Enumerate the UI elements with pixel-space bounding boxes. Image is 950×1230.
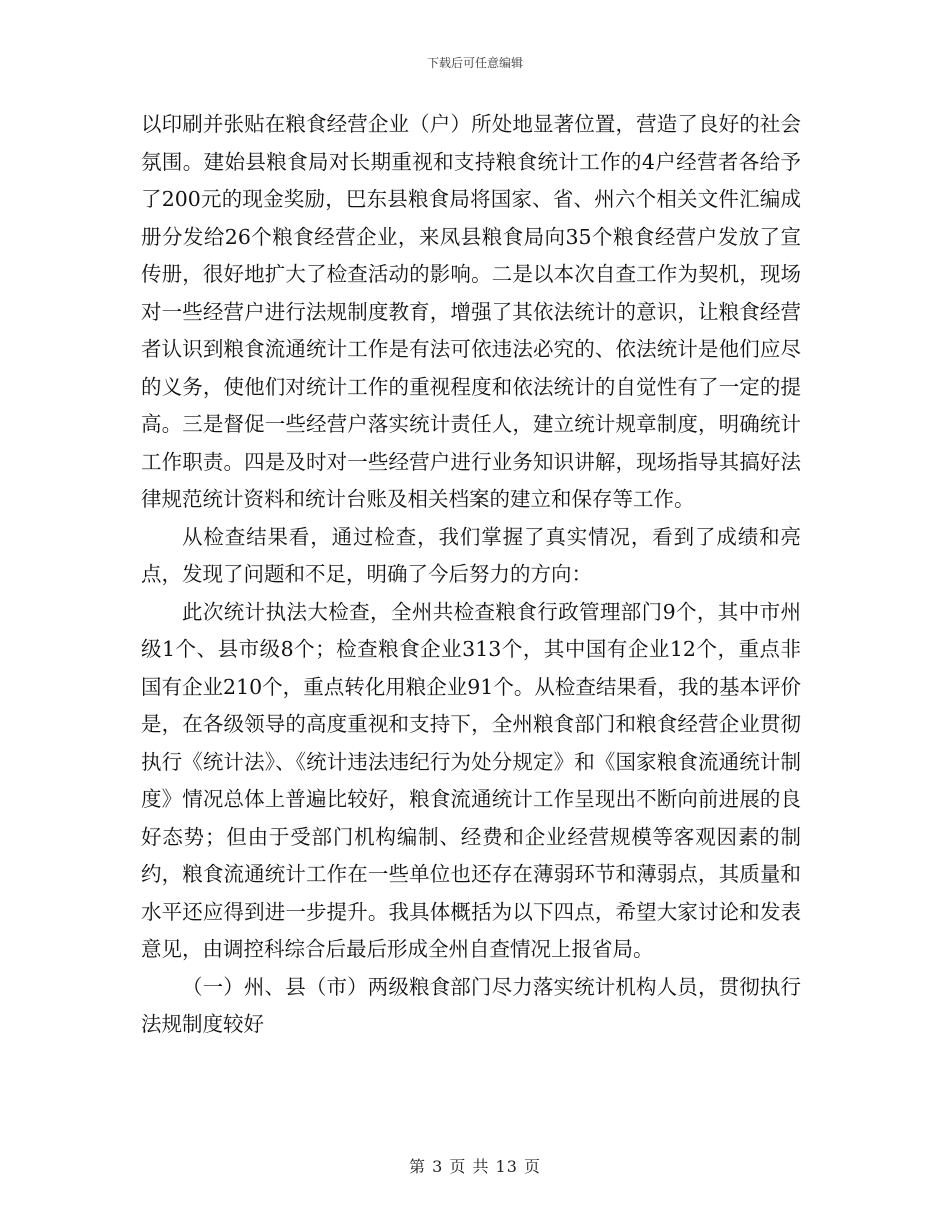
page-header: 下载后可任意编辑: [426, 56, 523, 70]
paragraph-continuation: 以印刷并张贴在粮食经营企业（户）所处地显著位置，营造了良好的社会氛围。建始县粮食局对长期重视和支持粮食统计工作的4户经营者各给予了200元的现金奖励，巴东县粮食局将国家、省、州六个相关文件汇编成册分发给26个粮食经营企业，来凤县粮食局向35个粮食经营户发放了宣传册，很好地扩大了检查活动的影响。二是以本次自查工作为契机，现场对一些经营户进行法规制度教育，增强了其依法统计的意识，让粮食经营者认识到粮食流通统计工作是有法可依违法必究的、依法统计是他们应尽的义务，使他们对统计工作的重视程度和依法统计的自觉性有了一定的提高。三是督促一些经营户落实统计责任人，建立统计规章制度，明确统计工作职责。四是及时对一些经营户进行业务知识讲解，现场指导其搞好法律规范统计资料和统计台账及相关档案的建立和保存等工作。: [141, 112, 801, 511]
paragraph-inspection-summary: 此次统计执法大检查，全州共检查粮食行政管理部门9个，其中市州级1个、县市级8个；检查粮食企业313个，其中国有企业12个，重点非国有企业210个，重点转化用粮企业91个。从检查结果看，我的基本评价是，在各级领导的高度重视和支持下，全州粮食部门和粮食经营企业贯彻执行《统计法》、《统计违法违纪行为处分规定》和《国家粮食流通统计制度》情况总体上普遍比较好，粮食流通统计工作呈现出不断向前进展的良好态势；但由于受部门机构编制、经费和企业经营规模等客观因素的制约，粮食流通统计工作在一些单位也还存在薄弱环节和薄弱点，其质量和水平还应得到进一步提升。我具体概括为以下四点，希望大家讨论和发表意见，由调控科综合后最后形成全州自查情况上报省局。: [141, 599, 801, 961]
section-heading-1: （一）州、县（市）两级粮食部门尽力落实统计机构人员，贯彻执行法规制度较好: [141, 974, 801, 1036]
page-footer: 第 3 页 共 13 页: [409, 1157, 541, 1176]
document-body: [141, 106, 801, 1044]
paragraph-inspection-results: 从检查结果看，通过检查，我们掌握了真实情况，看到了成绩和亮点，发现了问题和不足，明确了今后努力的方向：: [141, 524, 801, 586]
